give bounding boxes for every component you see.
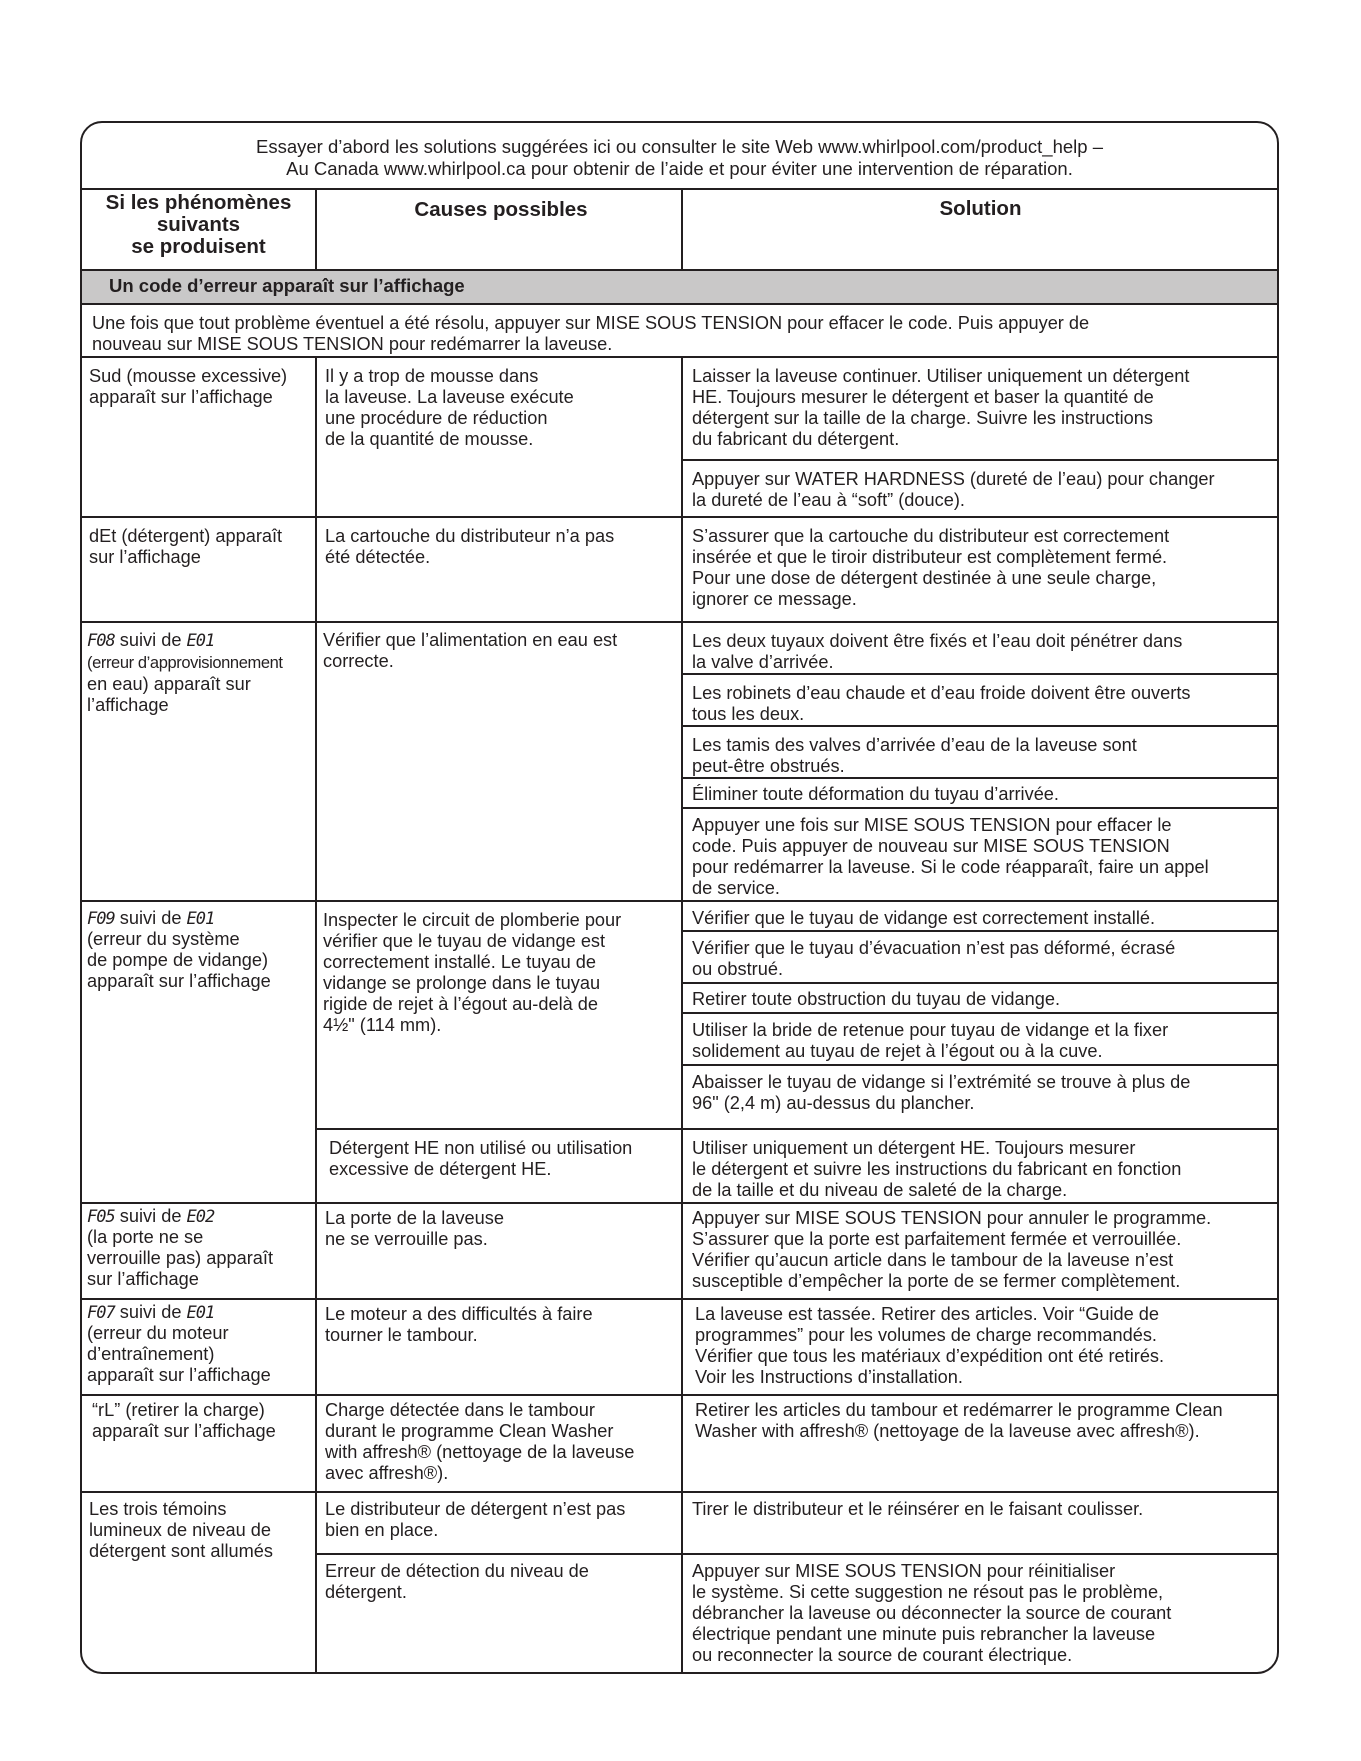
rule	[315, 1128, 1277, 1130]
f09-solution-5: Abaisser le tuyau de vidange si l’extrémité se trouve à plus de 96" (2,4 m) au-dessus du plancher.	[692, 1072, 1191, 1113]
rl-cause: Charge détectée dans le tambour durant le programme Clean Washer with affresh® (nettoyage de la laveuse avec affresh®).	[325, 1400, 635, 1483]
f09-solution-2: Vérifier que le tuyau d’évacuation n’est pas déformé, écrasé ou obstrué.	[692, 938, 1176, 979]
f09-cause-1: Inspecter le circuit de plomberie pour vérifier que le tuyau de vidange est correctement installé. Le tuyau de vidange se prolonge dans le tuyau rigide de rejet à l’égout au-delà de 4½" (114 mm).	[323, 910, 622, 1035]
sud-symptom: Sud (mousse excessive) apparaît sur l’affichage	[89, 366, 288, 407]
f07-cause: Le moteur a des difficultés à faire tourner le tambour.	[325, 1304, 593, 1345]
f05-cause: La porte de la laveuse ne se verrouille pas.	[325, 1208, 504, 1249]
rule	[82, 303, 1277, 305]
header-causes: Causes possibles	[414, 198, 588, 221]
rule	[681, 807, 1277, 809]
rule	[681, 777, 1277, 779]
f08-solution-5: Appuyer une fois sur MISE SOUS TENSION pour effacer le code. Puis appuyer de nouveau sur MISE SOUS TENSION pour redémarrer la laveuse. Si le code réapparaît, faire un appel de service.	[692, 815, 1209, 898]
f08-solution-4: Éliminer toute déformation du tuyau d’arrivée.	[692, 784, 1059, 804]
header-symptom: Si les phénomènes suivants se produisent	[105, 191, 292, 258]
column-divider	[681, 356, 683, 1674]
f09-suivi: suivi de	[114, 908, 187, 928]
f07-suivi: suivi de	[114, 1302, 187, 1322]
f08-solution-1: Les deux tuyaux doivent être fixés et l’eau doit pénétrer dans la valve d’arrivée.	[692, 631, 1183, 672]
det-solution-1: S’assurer que la cartouche du distributeur est correctement insérée et que le tiroir distributeur est complètement fermé. Pour une dose de détergent destinée à une seule charge, ignorer ce message.	[692, 526, 1170, 609]
rule	[681, 673, 1277, 675]
f08-solution-3: Les tamis des valves d’arrivée d’eau de la laveuse sont peut-être obstrués.	[692, 735, 1137, 776]
intro-line-1: Essayer d’abord les solutions suggérées ici ou consulter le site Web www.whirlpool.com/product_help –	[256, 136, 1103, 157]
e01-code: E01	[186, 909, 215, 929]
column-divider	[315, 190, 317, 271]
sud-solution-2: Appuyer sur WATER HARDNESS (dureté de l’eau) pour changer la dureté de l’eau à “soft” (douce).	[692, 469, 1215, 510]
rule	[681, 1012, 1277, 1014]
f08-solution-2: Les robinets d’eau chaude et d’eau froide doivent être ouverts tous les deux.	[692, 683, 1191, 724]
header-solution: Solution	[939, 197, 1022, 220]
rule	[82, 269, 1277, 271]
f08-code: F08	[87, 631, 115, 651]
rule	[82, 1491, 1277, 1493]
e02-code: E02	[186, 1207, 215, 1227]
lights-symptom: Les trois témoins lumineux de niveau de détergent sont allumés	[89, 1499, 274, 1561]
f08-cause: Vérifier que l’alimentation en eau est correcte.	[323, 630, 618, 671]
f09-solution-4: Utiliser la bride de retenue pour tuyau de vidange et la fixer solidement au tuyau de rejet à l’égout ou à la cuve.	[692, 1020, 1169, 1061]
f07-code: F07	[87, 1303, 115, 1323]
f09-solution-6: Utiliser uniquement un détergent HE. Toujours mesurer le détergent et suivre les instructions du fabricant en fonction de la taille et du niveau de saleté de la charge.	[692, 1138, 1182, 1200]
f09-solution-1: Vérifier que le tuyau de vidange est correctement installé.	[692, 908, 1156, 928]
column-divider	[315, 356, 317, 1674]
f09-symptom-code	[87, 908, 214, 930]
rule	[681, 725, 1277, 727]
rule	[82, 1202, 1277, 1204]
column-divider	[681, 190, 683, 271]
f09-solution-3: Retirer toute obstruction du tuyau de vidange.	[692, 989, 1061, 1009]
f08-symptom: en eau) apparaît sur l’affichage	[87, 674, 251, 715]
rule	[82, 1298, 1277, 1300]
f07-solution-1: La laveuse est tassée. Retirer des articles. Voir “Guide de programmes” pour les volumes de charge recommandés. Vérifier que tous les matériaux d’expédition ont été retirés. Voir les Instructions d’installation.	[695, 1304, 1165, 1387]
sud-cause: Il y a trop de mousse dans la laveuse. La laveuse exécute une procédure de réduction de la quantité de mousse.	[325, 366, 574, 449]
rule	[681, 1064, 1277, 1066]
rule	[82, 356, 1277, 358]
intro-line-2: Au Canada www.whirlpool.ca pour obtenir de l’aide et pour éviter une intervention de réparation.	[286, 158, 1073, 179]
f07-symptom: (erreur du moteur d’entraînement) apparaît sur l’affichage	[87, 1323, 271, 1385]
rule	[82, 1394, 1277, 1396]
rule	[681, 930, 1277, 932]
intro-text	[82, 123, 1277, 190]
rule	[681, 459, 1277, 461]
rule	[681, 982, 1277, 984]
lights-cause-2: Erreur de détection du niveau de détergent.	[325, 1561, 589, 1602]
e01-code: E01	[186, 631, 215, 651]
section-band	[82, 271, 1277, 303]
f08-suivi: suivi de	[114, 630, 187, 650]
f05-suivi: suivi de	[114, 1206, 187, 1226]
lights-solution-1: Tirer le distributeur et le réinsérer en le faisant coulisser.	[692, 1499, 1144, 1519]
lights-solution-2: Appuyer sur MISE SOUS TENSION pour réinitialiser le système. Si cette suggestion ne résout pas le problème, débrancher la laveuse ou déconnecter la source de courant électrique pendant une minute puis rebrancher la laveuse ou reconnecter la source de courant électrique.	[692, 1561, 1172, 1665]
rl-symptom: “rL” (retirer la charge) apparaît sur l’affichage	[92, 1400, 276, 1441]
f08-symptom-code	[87, 630, 214, 652]
section-note: Une fois que tout problème éventuel a été résolu, appuyer sur MISE SOUS TENSION pour effacer le code. Puis appuyer de nouveau sur MISE SOUS TENSION pour redémarrer la laveuse.	[92, 313, 1090, 354]
det-symptom: dEt (détergent) apparaît sur l’affichage	[89, 526, 283, 567]
e01-code: E01	[186, 1303, 215, 1323]
rule	[82, 900, 1277, 902]
rl-solution-1: Retirer les articles du tambour et redémarrer le programme Clean Washer with affresh® (nettoyage de la laveuse avec affresh®).	[695, 1400, 1223, 1441]
rule	[82, 516, 1277, 518]
section-title: Un code d’erreur apparaît sur l’affichage	[109, 275, 465, 296]
troubleshooting-table	[80, 121, 1279, 1674]
sud-solution-1: Laisser la laveuse continuer. Utiliser uniquement un détergent HE. Toujours mesurer le détergent et baser la quantité de détergent sur la taille de la charge. Suivre les instructions du fabricant du détergent.	[692, 366, 1190, 449]
f05-solution-1: Appuyer sur MISE SOUS TENSION pour annuler le programme. S’assurer que la porte est parfaitement fermée et verrouillée. Vérifier qu’aucun article dans le tambour de la laveuse n’est susceptible d’empêcher la porte de se fermer complètement.	[692, 1208, 1212, 1291]
f05-symptom-code	[87, 1206, 214, 1228]
f09-code: F09	[87, 909, 115, 929]
rule	[315, 1553, 1277, 1555]
f05-symptom: (la porte ne se verrouille pas) apparaît sur l’affichage	[87, 1227, 274, 1289]
lights-cause-1: Le distributeur de détergent n’est pas bien en place.	[325, 1499, 626, 1540]
rule	[82, 621, 1277, 623]
f08-symptom-small: (erreur d’approvisionnement	[87, 654, 283, 672]
f05-code: F05	[87, 1207, 115, 1227]
f09-cause-2: Détergent HE non utilisé ou utilisation excessive de détergent HE.	[329, 1138, 633, 1179]
det-cause: La cartouche du distributeur n’a pas été détectée.	[325, 526, 615, 567]
f07-symptom-code	[87, 1302, 214, 1324]
f09-symptom: (erreur du système de pompe de vidange) apparaît sur l’affichage	[87, 929, 271, 991]
